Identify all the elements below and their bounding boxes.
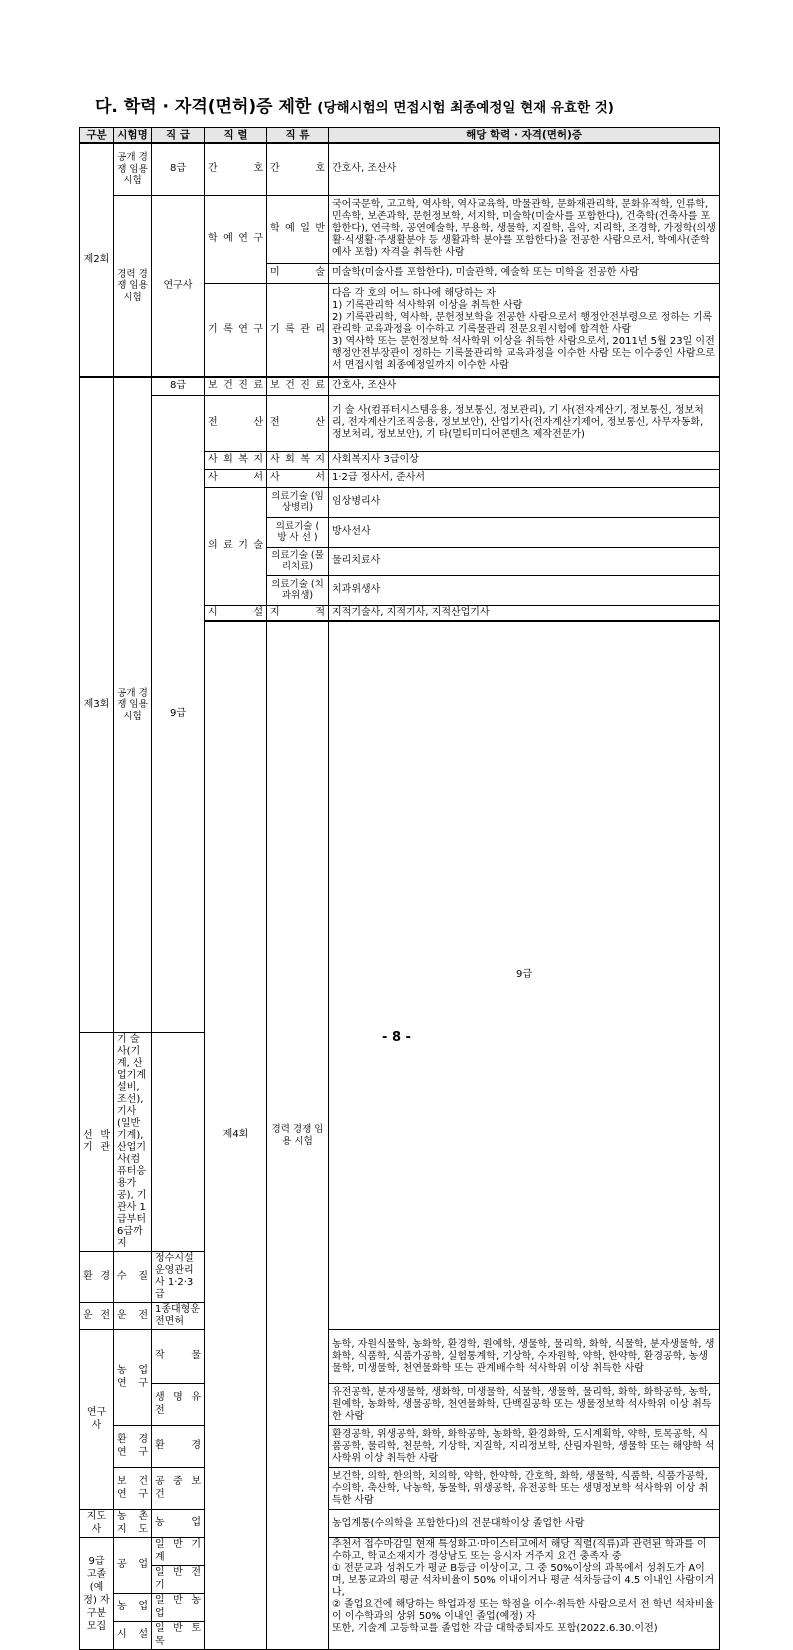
requirement-cell: 미술학(미술사를 포함한다), 미술관학, 예술학 또는 미학을 전공한 사람 <box>329 263 720 283</box>
section-title <box>95 92 614 117</box>
header-grade: 직 급 <box>152 128 205 144</box>
requirement-cell: 치과위생사 <box>329 575 720 605</box>
requirement-cell: 임상병리사 <box>329 487 720 517</box>
requirement-item: 2) 기록관리학, 역사학, 문헌정보학을 전공한 사람으로서 행정안전부령으로 정하는 기록관리학 교육과정을 이수하고 기록물관리 전문요원시험에 합격한 사람 <box>332 311 713 335</box>
requirement-cell: 간호사, 조산사 <box>329 377 720 395</box>
series-cell: 농 업 <box>114 1594 152 1622</box>
class-cell: 보 건 진 료 <box>267 377 329 395</box>
requirement-item: ① 전문교과 성취도가 평균 B등급 이상이고, 그 중 50%이상의 과목에서 성취도가 A이며, 보통교과의 평균 석차비율이 50% 이내이거나 평균 석차등급이 4.5 이내인 사람이거나, <box>332 1563 715 1598</box>
class-cell: 일 반 토 목 <box>152 1622 205 1650</box>
grade-cell: 9급 <box>152 395 205 1033</box>
table-header-row <box>80 128 720 144</box>
class-cell: 의료기술 (물리치료) <box>267 547 329 575</box>
qualification-table <box>79 127 720 1650</box>
class-cell: 지 적 <box>267 605 329 621</box>
exam-type: 공개 경쟁 임용 시험 <box>114 377 152 1033</box>
class-cell: 미 술 <box>267 263 329 283</box>
requirement-cell: 1·2급 정사서, 준사서 <box>329 469 720 487</box>
table-row <box>80 1538 720 1566</box>
header-series: 직 렬 <box>205 128 267 144</box>
class-cell: 의료기술 (임상병리) <box>267 487 329 517</box>
series-cell: 시 설 <box>205 605 267 621</box>
grade-cell: 8급 <box>152 143 205 195</box>
requirement-cell: 간호사, 조산사 <box>329 143 720 195</box>
round-label: 제2회 <box>80 143 114 377</box>
series-cell: 사 서 <box>205 469 267 487</box>
requirement-intro: 다음 각 호의 어느 하나에 해당하는 자 <box>332 287 496 299</box>
series-cell: 공 업 <box>114 1538 152 1594</box>
table-row <box>80 1468 720 1510</box>
requirement-cell: 유전공학, 분자생물학, 생화학, 미생물학, 식물학, 생물학, 물리학, 화학, 화학공학, 농학, 원예학, 농화학, 생물공학, 천연물화학, 단백질공학 또는 생물정보학 석사학위 이상 취득한 사람 <box>329 1384 720 1426</box>
requirement-cell <box>329 1538 720 1650</box>
class-cell: 공 중 보 건 <box>152 1468 205 1510</box>
class-cell: 일 반 전 기 <box>152 1566 205 1594</box>
series-cell: 보 건 진 료 <box>205 377 267 395</box>
series-cell: 전 산 <box>205 395 267 451</box>
section-title-sub: (당해시험의 면접시험 최종예정일 현재 유효한 것) <box>317 100 614 116</box>
requirement-cell: 1종대형운전면허 <box>152 1303 205 1330</box>
series-cell: 환 경 연 구 <box>114 1426 152 1468</box>
requirement-cell: 정수시설운영관리사 1·2·3급 <box>152 1252 205 1303</box>
header-division: 구분 <box>80 128 114 144</box>
table-row <box>80 1384 720 1426</box>
series-cell: 운 전 <box>80 1303 114 1330</box>
requirement-item: 3) 역사학 또는 문헌정보학 석사학위 이상을 취득한 사람으로서, 2011년 5월 23일 이전 행정안전부장관이 정하는 기록물관리학 교육과정을 이수한 사람 또는 이수중인 사람으로서 면접시험 최종예정일까지 이수한 사람 <box>332 335 715 371</box>
header-class: 직 류 <box>267 128 329 144</box>
class-cell: 전 산 <box>267 395 329 451</box>
requirement-item: ② 졸업요건에 해당하는 학업과정 또는 학점을 이수·취득한 사람으로서 전 학년 석차비율이 이수학과의 상위 50% 이내인 졸업(예정) 자 <box>332 1599 715 1622</box>
header-requirements: 해당 학력 · 자격(면허)증 <box>329 128 720 144</box>
class-cell: 의료기술 ( 방 사 선 ) <box>267 517 329 547</box>
header-exam-name: 시험명 <box>114 128 152 144</box>
requirement-cell: 농학, 자원식물학, 농화학, 환경학, 원예학, 생물학, 물리학, 화학, 식물학, 분자생물학, 생화학, 식품학, 식품가공학, 실험통계학, 기상학, 수자원학, 약학, 한약학, 환경공학, 농생물학, 미생물학, 천연물화학 또는 관계배수학 석사학위 이상 취득한 사람 <box>329 1330 720 1384</box>
table-row <box>80 1330 720 1384</box>
series-cell: 의 료 기 술 <box>205 487 267 605</box>
grade-cell: 연구사 <box>80 1330 114 1510</box>
requirement-item: 1) 기록관리학 석사학위 이상을 취득한 사람 <box>332 299 523 311</box>
table-row <box>80 377 720 395</box>
exam-type: 경력 경쟁 임용 시험 <box>114 195 152 377</box>
series-cell: 보 건 연 구 <box>114 1468 152 1510</box>
class-cell: 환 경 <box>152 1426 205 1468</box>
requirement-cell: 농업계통(수의학을 포함한다)의 전문대학이상 졸업한 사람 <box>329 1510 720 1538</box>
table-row <box>80 1426 720 1468</box>
series-cell: 학 예 연 구 <box>205 195 267 283</box>
class-cell: 일 반 농 업 <box>152 1594 205 1622</box>
class-cell: 작 물 <box>152 1330 205 1384</box>
class-cell: 사 서 <box>267 469 329 487</box>
class-cell: 학 예 일 반 <box>267 195 329 263</box>
requirement-cell: 사회복지사 3급이상 <box>329 451 720 469</box>
requirement-intro: 추천서 접수마감일 현재 특성화고·마이스터고에서 해당 직렬(직류)과 관련된 학과를 이수하고, 학교소재지가 경상남도 또는 응시자 거주지 요건 충족자 중 <box>332 1539 707 1562</box>
class-cell: 농 업 <box>152 1510 205 1538</box>
class-cell: 사 회 복 지 <box>267 451 329 469</box>
table-row <box>80 395 720 451</box>
grade-cell: 8급 <box>152 377 205 395</box>
requirement-cell: 기 술 사(컴퓨터시스템응용, 정보통신, 정보관리), 기 사(전자계산기, 정보통신, 정보처리, 전자계산기조직응용, 정보보안), 산업기사(전자계산기제어, 정보통신, 사무자동화, 정보처리, 정보보안), 기 타(멀티미디어콘텐츠 제작전문가) <box>329 395 720 451</box>
exam-type: 경력 경쟁 임용 시험 <box>267 621 329 1650</box>
class-cell: 선 박 기 관 <box>80 1033 114 1252</box>
requirement-cell: 환경공학, 위생공학, 화학, 화학공학, 농화학, 환경화학, 도시계획학, 약학, 토목공학, 식품공학, 물리학, 천문학, 기상학, 지질학, 지리정보학, 산림자원학, 생물학 또는 해양학 석사학위 이상 취득한 사람 <box>329 1426 720 1468</box>
class-cell: 운 전 <box>114 1303 152 1330</box>
exam-type: 공개 경쟁 임용 시험 <box>114 143 152 195</box>
series-cell: 기 록 연 구 <box>205 283 267 377</box>
series-cell: 농 업 연 구 <box>114 1330 152 1426</box>
requirement-cell: 물리치료사 <box>329 547 720 575</box>
requirement-cell: 기 술 사(기계, 산업기계설비, 조선), 기사(일반기계), 산업기사(컴퓨터응용가공), 기관사 1급부터 6급까지 <box>114 1033 152 1252</box>
table-row <box>80 1510 720 1538</box>
class-cell: 기 록 관 리 <box>267 283 329 377</box>
class-cell: 간 호 <box>267 143 329 195</box>
requirement-cell <box>329 283 720 377</box>
table-row <box>80 195 720 263</box>
requirement-cell: 보건학, 의학, 한의학, 치의학, 약학, 한약학, 간호학, 화학, 생물학, 식품학, 식품가공학, 수의학, 축산학, 낙농학, 동물학, 위생공학, 유전공학 또는 생명정보학 석사학위 이상 취득한 사람 <box>329 1468 720 1510</box>
class-cell: 수 질 <box>114 1252 152 1303</box>
series-cell: 환 경 <box>80 1252 114 1303</box>
page-number: - 8 - <box>382 1030 411 1045</box>
requirement-cell: 방사선사 <box>329 517 720 547</box>
grade-cell: 9급 <box>329 621 720 1330</box>
class-cell: 의료기술 (치과위생) <box>267 575 329 605</box>
requirement-cell: 국어국문학, 고고학, 역사학, 역사교육학, 박물관학, 문화재관리학, 문화유적학, 인류학, 민속학, 보존과학, 문헌정보학, 서지학, 미술학(미술사를 포함한다), 건축학(건축사를 포함한다), 연극학, 공연예술학, 무용학, 생물학, 지질학, 음악, 지리학, 조경학, 가정학(의생활·식생활·주생활분야 등 생활과학 분야를 포함한다)을 전공한 사람으로서, 학예사(준학예사 포함) 자격을 취득한 사람 <box>329 195 720 263</box>
grade-cell: 연구사 <box>152 195 205 377</box>
class-cell: 생 명 유 전 <box>152 1384 205 1426</box>
series-cell: 사 회 복 지 <box>205 451 267 469</box>
section-title-main: 다. 학력 · 자격(면허)증 제한 <box>95 97 312 117</box>
requirement-cell: 지적기술사, 지적기사, 지적산업기사 <box>329 605 720 621</box>
grade-cell: 9급 고졸 (예정) 자 구분 모집 <box>80 1538 114 1650</box>
round-label: 제4회 <box>205 621 267 1650</box>
class-cell: 일 반 기 계 <box>152 1538 205 1566</box>
round-label: 제3회 <box>80 377 114 1033</box>
series-cell: 시 설 <box>114 1622 152 1650</box>
grade-cell: 지도사 <box>80 1510 114 1538</box>
requirement-item: 또한, 기술계 고등학교를 졸업한 각급 대학중퇴자도 포함(2022.6.30.이전) <box>332 1623 658 1634</box>
series-cell: 간 호 <box>205 143 267 195</box>
table-row <box>80 143 720 195</box>
series-cell: 농 촌 지 도 <box>114 1510 152 1538</box>
